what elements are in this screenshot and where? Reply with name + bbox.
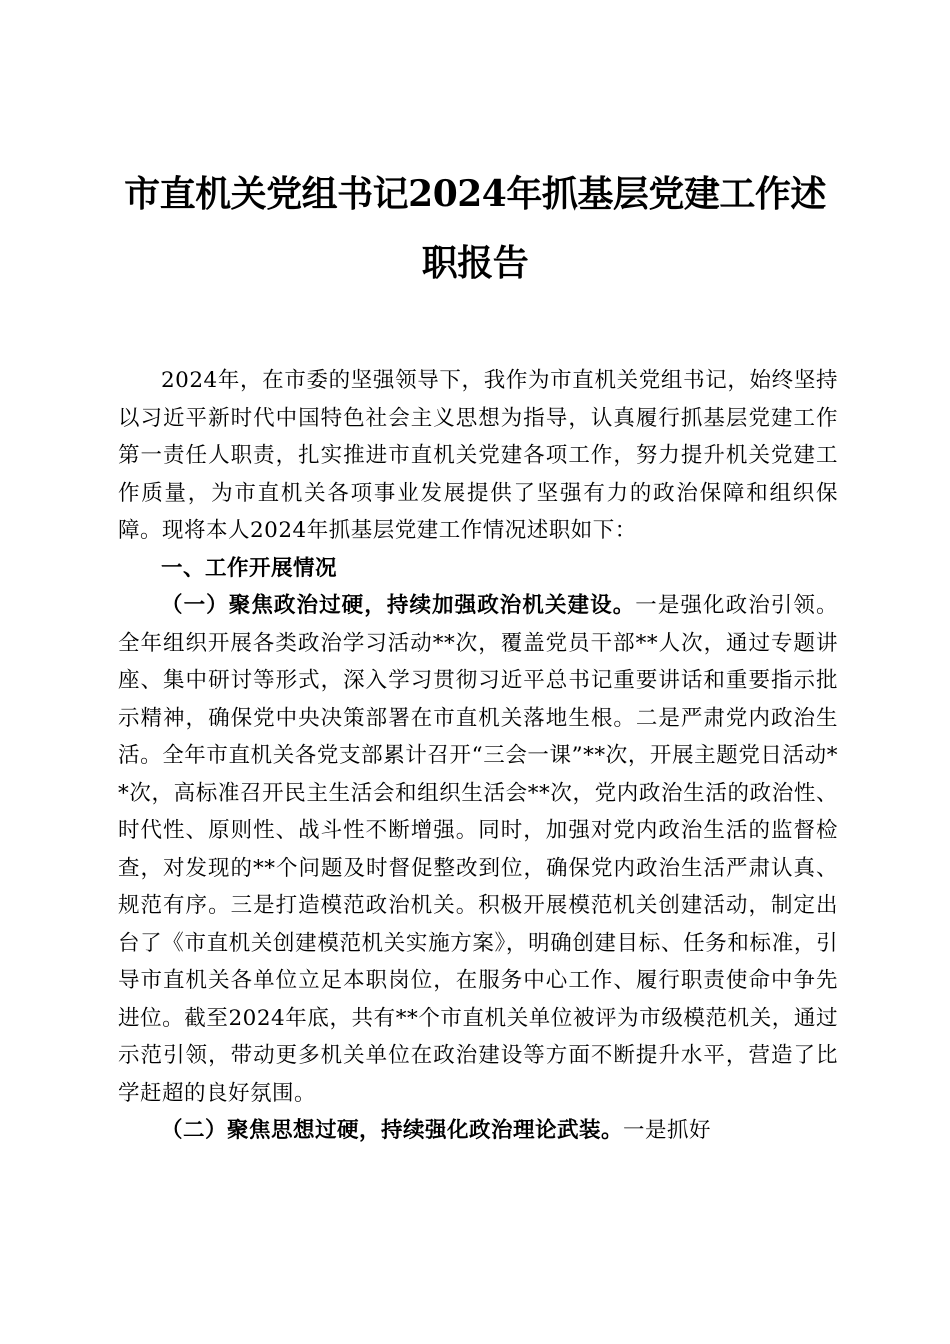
subsection-2-lead: （二）聚焦思想过硬，持续强化政治理论武装。: [161, 1118, 624, 1143]
document-title-line-1: 市直机关党组书记2024年抓基层党建工作述: [124, 173, 826, 215]
intro-paragraph: 2024年，在市委的坚强领导下，我作为市直机关党组书记，始终坚持以习近平新时代中国特色社会主义思想为指导，认真履行抓基层党建工作第一责任人职责，扎实推进市直机关党建各项工作，努力提升机关党建工作质量，为市直机关各项事业发展提供了坚强有力的政治保障和组织保障。现将本人2024年抓基层党建工作情况述职如下：: [118, 368, 838, 543]
section-heading-1: 一、工作开展情况: [161, 555, 338, 581]
subsection-1-lead: （一）聚焦政治过硬，持续加强政治机关建设。: [161, 593, 636, 618]
document-title-line-2: 职报告: [421, 242, 529, 284]
document-body: [118, 362, 838, 1150]
subsection-1-body: 一是强化政治引领。全年组织开展各类政治学习活动**次，覆盖党员干部**人次，通过专题讲座、集中研讨等形式，深入学习贯彻习近平总书记重要讲话和重要指示批示精神，确保党中央决策部署在市直机关落地生根。二是严肃党内政治生活。全年市直机关各党支部累计召开“三会一课”**次，开展主题党日活动**次，高标准召开民主生活会和组织生活会**次，党内政治生活的政治性、时代性、原则性、战斗性不断增强。同时，加强对党内政治生活的监督检查，对发现的**个问题及时督促整改到位，确保党内政治生活严肃认真、规范有序。三是打造模范政治机关。积极开展模范机关创建活动，制定出台了《市直机关创建模范机关实施方案》，明确创建目标、任务和标准，引导市直机关各单位立足本职岗位，在服务中心工作、履行职责使命中争先进位。截至2024年底，共有**个市直机关单位被评为市级模范机关，通过示范引领，带动更多机关单位在政治建设等方面不断提升水平，营造了比学赶超的良好氛围。: [118, 593, 838, 1106]
subsection-2-body: 一是抓好: [623, 1118, 712, 1143]
subsection-1-paragraph: [118, 587, 838, 1112]
subsection-2-paragraph: [118, 1112, 838, 1150]
